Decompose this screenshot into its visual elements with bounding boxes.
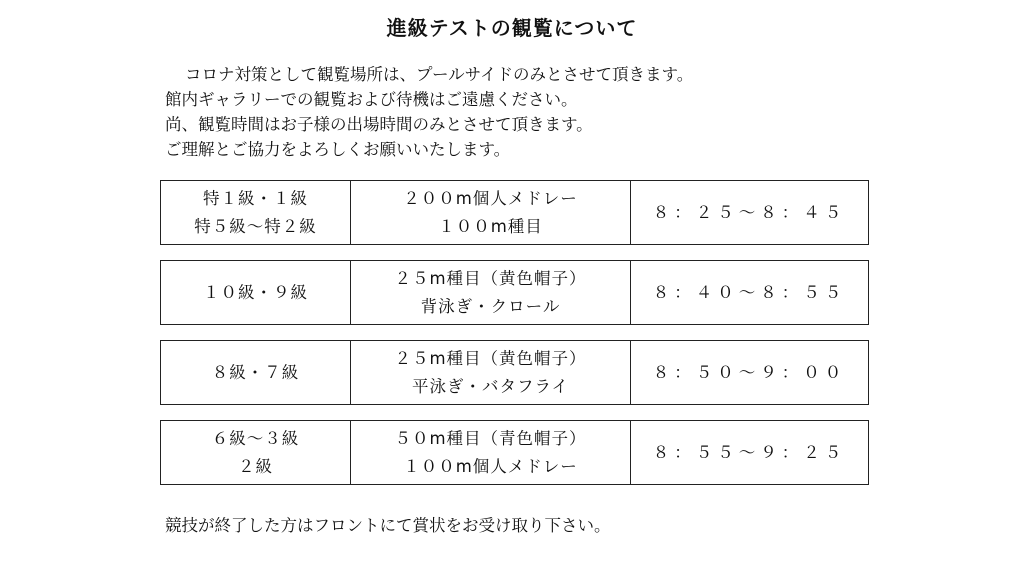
- event-text: ２５m種目（黄色帽子）: [394, 348, 587, 368]
- footer-note: 競技が終了した方はフロントにて賞状をお受け取り下さい。: [165, 516, 611, 535]
- intro-line: 尚、観覧時間はお子様の出場時間のみとさせて頂きます。: [165, 115, 593, 134]
- grade-cell: [161, 181, 351, 244]
- event-cell: [351, 181, 631, 244]
- schedule-row: [160, 180, 869, 245]
- event-cell: [351, 421, 631, 484]
- grade-text: ２級: [238, 456, 273, 476]
- event-cell: [351, 341, 631, 404]
- intro-paragraph: [165, 62, 925, 162]
- schedule-row: [160, 420, 869, 485]
- event-text: １００m種目: [438, 216, 543, 236]
- time-text: ８：５５〜９：２５: [652, 442, 847, 462]
- event-cell: [351, 261, 631, 324]
- event-text: １００m個人メドレー: [403, 456, 578, 476]
- time-cell: [631, 181, 868, 244]
- time-cell: [631, 421, 868, 484]
- time-cell: [631, 261, 868, 324]
- intro-line: ご理解とご協力をよろしくお願いいたします。: [165, 140, 511, 159]
- time-text: ８：４０〜８：５５: [652, 282, 847, 302]
- intro-line: コロナ対策として観覧場所は、プールサイドのみとさせて頂きます。: [185, 65, 694, 84]
- grade-cell: [161, 261, 351, 324]
- time-cell: [631, 341, 868, 404]
- grade-cell: [161, 341, 351, 404]
- page-title: 進級テストの観覧について: [386, 16, 638, 40]
- time-text: ８：２５〜８：４５: [652, 202, 847, 222]
- event-text: 平泳ぎ・バタフライ: [411, 376, 569, 396]
- event-text: 背泳ぎ・クロール: [420, 296, 561, 316]
- event-text: ２００m個人メドレー: [403, 188, 578, 208]
- grade-text: ６級〜３級: [211, 428, 300, 448]
- schedule-row: [160, 340, 869, 405]
- grade-text: 特１級・１級: [203, 188, 308, 208]
- event-text: ５０m種目（青色帽子）: [394, 428, 587, 448]
- time-text: ８：５０〜９：００: [652, 362, 847, 382]
- grade-text: ８級・７級: [211, 362, 300, 382]
- event-text: ２５m種目（黄色帽子）: [394, 268, 587, 288]
- grade-cell: [161, 421, 351, 484]
- grade-text: 特５級〜特２級: [194, 216, 317, 236]
- grade-text: １０級・９級: [203, 282, 308, 302]
- intro-line: 館内ギャラリーでの観覧および待機はご遠慮ください。: [165, 90, 578, 109]
- schedule-row: [160, 260, 869, 325]
